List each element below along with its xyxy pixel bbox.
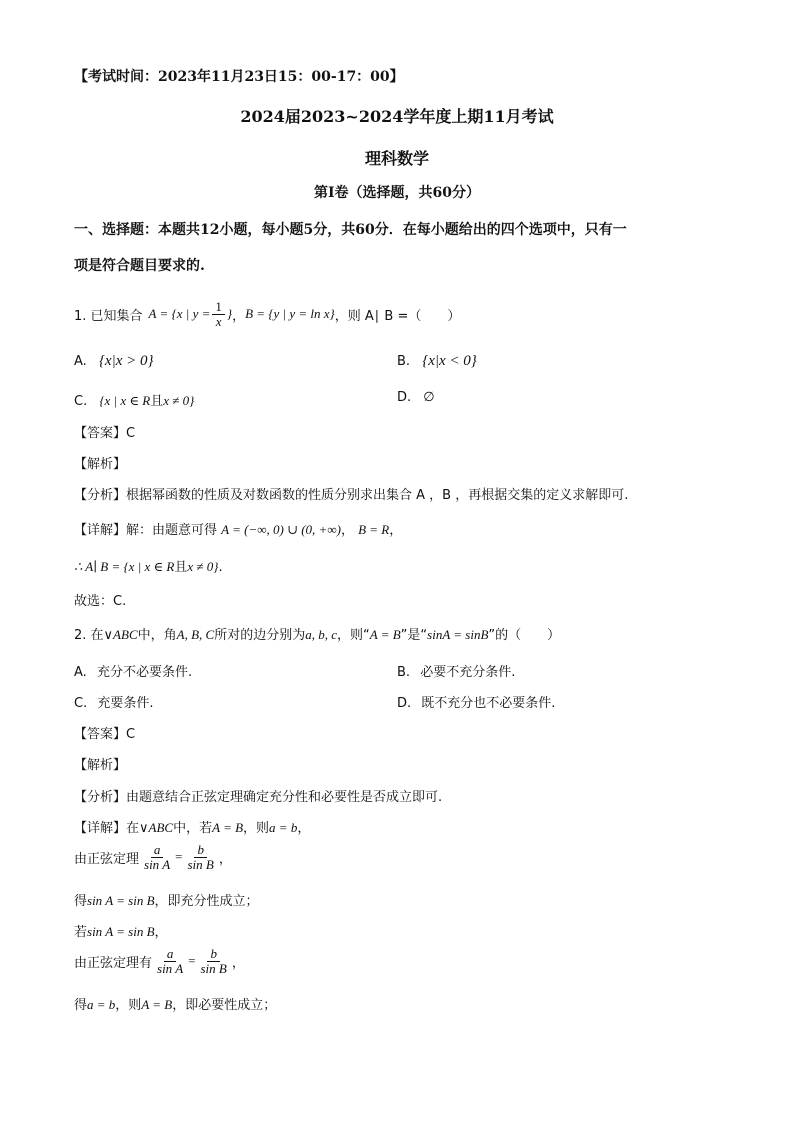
q2-get-2-m1: a = b [87,997,116,1012]
q1-option-d-label: D. [397,390,412,405]
q2-xiangjie-pre: 【详解】在 [74,821,140,836]
q1-fenxi: 【分析】根据幂函数的性质及对数函数的性质分别求出集合 A ，B ，再根据交集的定义求解即可. [74,488,629,503]
q2-sine-law-2 [74,947,245,975]
question-2-stem [74,624,560,643]
q1-option-c [74,390,194,409]
q2-option-a-label: A. [74,665,87,680]
q2-get-2-mid: ，则 [115,998,142,1013]
section-instructions-line2: 项是符合题目要求的. [74,258,205,274]
q2-fenxi: 【分析】由题意结合正弦定理确定充分性和必要性是否成立即可. [74,790,443,805]
q2-get-2-pre: 得 [74,998,88,1013]
q1-xiangjie-set-a: A = (−∞, 0) ∪ (0, +∞) [221,522,341,537]
q1-therefore-pre: ∴ A∣ B = {x | x ∈ R [74,559,175,574]
q2-equals-1: = [175,849,183,865]
q2-answer: 【答案】C [74,727,136,742]
q1-analysis-tag: 【解析】 [74,457,127,472]
q1-option-a [74,353,154,370]
q1-option-c-text-post: x ≠ 0} [163,393,195,408]
q2-comma-2: ， [231,955,245,971]
q2-analysis-tag: 【解析】 [74,758,127,773]
q1-xiangjie [74,519,402,538]
q1-choose: 故选：C. [74,594,127,609]
q2-stem-cond1: A = B [369,627,401,642]
q2-option-c [74,692,154,711]
part-title: 第I卷（选择题，共60分） [313,185,481,201]
q1-option-d [397,390,435,405]
q2-get-1-pre: 得 [74,894,88,909]
q2-xiangjie-cond2: a = b [269,820,298,835]
exam-title: 2024届2023~2024学年度上期11月考试 [240,107,554,126]
q2-option-d [397,692,555,711]
q2-get-1-math: sin A = sin B [87,893,155,908]
q2-fraction-a-sina [141,843,173,871]
q1-therefore [74,556,223,575]
q2-xiangjie-end: ， [297,821,311,836]
q2-comma-1: ， [218,851,232,867]
q2-option-d-text: 既不充分也不必要条件. [421,696,556,711]
exam-time: 【考试时间：2023年11月23日15：00-17：00】 [74,69,404,85]
q1-therefore-post: x ≠ 0} [187,559,219,574]
q2-option-c-text: 充要条件. [97,696,154,711]
q1-xiangjie-end: ， [389,523,403,538]
q1-option-a-text: {x|x > 0} [98,353,154,369]
q2-option-a-text: 充分不必要条件. [96,665,193,680]
q2-xiangjie-cond1: A = B [212,820,244,835]
q2-get-2-post: ，即必要性成立； [172,998,277,1013]
q1-xiangjie-set-b: B = R [358,522,390,537]
q2-frac3-den: sin A [157,960,184,976]
q1-therefore-mid: 且 [174,560,188,575]
q2-get-2 [74,994,276,1013]
q2-stem-mid3: ，则“ [337,628,370,643]
q1-option-d-text: ∅ [423,390,435,405]
q2-xiangjie-mid2: ，则 [243,821,270,836]
question-1-ask: ，则 A∣ B =（ ） [334,308,461,324]
q2-frac1-den: sin A [144,856,171,872]
q2-stem-end: ”的（ ） [488,628,561,643]
q1-xiangjie-sep: ， [340,523,354,538]
q2-stem-mid1: 中，角 [137,628,177,643]
q2-xiangjie-mid: 中，若 [173,821,213,836]
q2-frac4-num: b [207,947,220,962]
set-a-fraction [212,300,225,328]
subject-title: 理科数学 [364,149,429,168]
q2-stem-triangle: ∨ABC [103,627,138,642]
set-separator: ， [232,308,246,324]
q2-get-1-post: ，即充分性成立； [154,894,259,909]
q2-option-a [74,661,192,680]
q2-fraction-a-sina-2 [154,947,186,975]
q2-get-2-m2: A = B [141,997,173,1012]
q2-stem-pre: 2. 在 [74,628,104,643]
set-a-denominator: x [215,313,222,329]
q2-xiangjie-triangle: ∨ABC [139,820,174,835]
q2-sine-law-2-label: 由正弦定理有 [74,955,153,971]
q2-if-pre: 若 [74,925,88,940]
set-a-prefix: A = {x | y = [148,306,211,322]
q1-option-c-text-mid: 且 [150,394,164,409]
q2-frac3-num: a [164,947,177,962]
q2-frac2-num: b [194,843,207,858]
q2-stem-sides: a, b, c [305,627,337,642]
q2-fraction-b-sinb-2 [198,947,230,975]
q1-xiangjie-prefix: 【详解】解：由题意可得 [74,523,218,538]
q2-option-d-label: D. [397,696,412,711]
q2-stem-mid4: ”是“ [400,628,428,643]
q2-option-b [397,661,515,680]
q1-option-b-text: {x|x < 0} [422,353,477,369]
q2-option-b-label: B. [397,665,411,680]
q1-option-b-label: B. [397,354,411,369]
q2-equals-2: = [188,953,196,969]
section-instructions-line1: 一、选择题：本题共12小题，每小题5分，共60分．在每小题给出的四个选项中，只有一 [74,222,627,238]
q2-xiangjie [74,817,310,836]
q2-sine-law-1-label: 由正弦定理 [74,851,140,867]
q2-sine-law-1 [74,843,232,871]
q2-get-1 [74,890,259,909]
q2-frac1-num: a [151,843,164,858]
q1-option-c-text-pre: {x | x ∈ R [99,393,151,408]
q2-frac4-den: sin B [200,960,227,976]
q2-fraction-b-sinb [185,843,217,871]
q1-option-a-label: A. [74,354,87,369]
q2-stem-cond2: sinA = sinB [427,627,489,642]
q2-if [74,921,168,940]
question-1-number: 1. 已知集合 [74,308,143,324]
q2-option-c-label: C. [74,696,88,711]
q2-stem-mid2: 所对的边分别为 [214,628,306,643]
set-a-numerator: 1 [212,300,225,315]
q2-option-b-text: 必要不充分条件. [420,665,516,680]
q2-stem-angles: A, B, C [176,627,215,642]
q2-if-post: ， [154,925,168,940]
question-1-stem [74,300,460,328]
set-a-suffix: } [226,306,233,322]
set-b: B = {y | y = ln x} [245,306,335,322]
q1-therefore-end: . [218,560,223,575]
q1-answer: 【答案】C [74,426,136,441]
q1-option-b [397,353,477,370]
q2-frac2-den: sin B [187,856,214,872]
q1-option-c-label: C. [74,394,88,409]
q2-if-math: sin A = sin B [87,924,155,939]
